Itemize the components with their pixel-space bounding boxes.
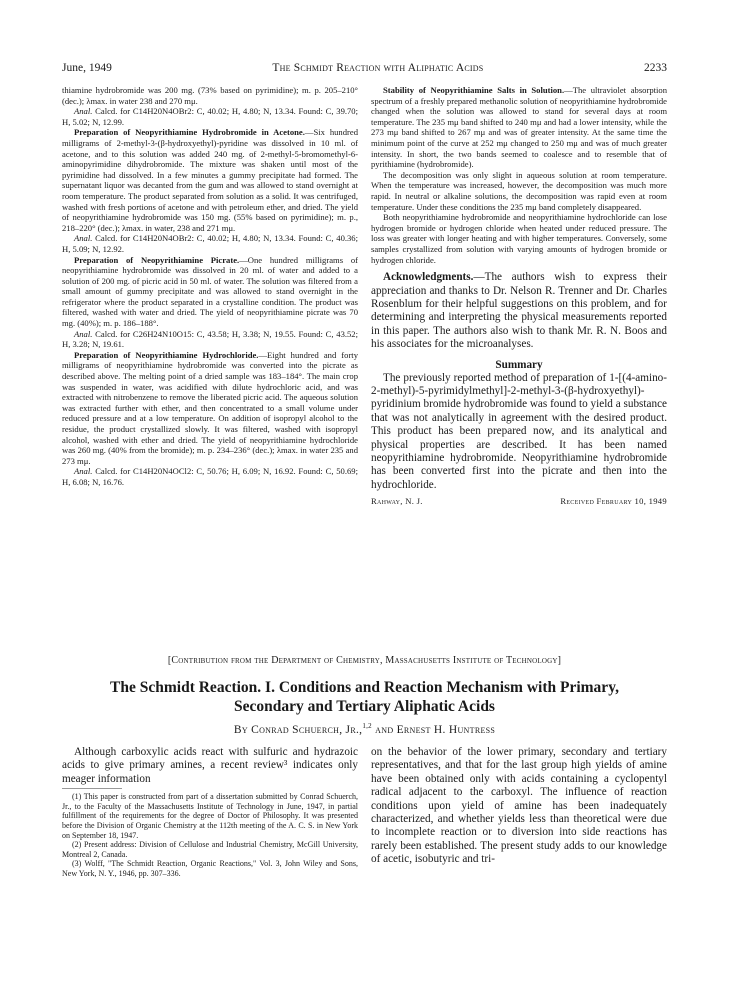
- analysis-label: Anal.: [74, 466, 93, 477]
- running-head-title: The Schmidt Reaction with Aliphatic Acids: [272, 62, 484, 74]
- article-right-column: [371, 746, 667, 867]
- analysis-text: Calcd. for C14H20N4OBr2: C, 40.02; H, 4.80; N, 13.34. Found: C, 40.36; H, 5.09; N, 12.92.: [62, 233, 358, 254]
- received-line: [371, 496, 667, 506]
- author-1: Conrad Schuerch, Jr.,: [251, 723, 363, 736]
- paragraph: [371, 85, 667, 170]
- footnote-3: (3) Wolff, "The Schmidt Reaction, Organic Reactions," Vol. 3, John Wiley and Sons, New York, N. Y., 1946, pp. 307–336.: [62, 859, 358, 878]
- intro-paragraph: Although carboxylic acids react with sulfuric and hydrazoic acids to give primary amines, a recent review³ indicates only meager information: [62, 746, 358, 785]
- left-column: [62, 85, 358, 488]
- acknowledgments: [371, 271, 667, 351]
- contribution-line: [Contribution from the Department of Chemistry, Massachusetts Institute of Technology]: [167, 655, 562, 666]
- summary-heading: Summary: [495, 358, 543, 371]
- section-heading: Preparation of Neopyrithiamine Picrate.: [74, 254, 240, 265]
- analysis-text: Calcd. for C14H20N4OCl2: C, 50.76; H, 6.09; N, 16.92. Found: C, 50.69; H, 6.08; N, 16.76.: [62, 466, 358, 487]
- title-line-1: The Schmidt Reaction. I. Conditions and Reaction Mechanism with Primary,: [110, 679, 619, 696]
- ack-heading: Acknowledgments.: [383, 271, 474, 284]
- author-line: [62, 722, 667, 736]
- running-head: [62, 62, 667, 78]
- paragraph-text: —One hundred milligrams of neopyrithiamine hydrobromide was dissolved in 20 ml. of water and added to a solution of 200 mg. of picric acid in 50 ml. of water. The solution was filtered from a small amount of gummy precipitate and was allowed to stand overnight in the refrigerator where the product separated in a crystalline condition. The product was filtered, washed with water and dried. The yield of neopyrithiamine picrate was 70 mg. (40%); m. p. 186–188°.: [62, 254, 358, 329]
- section-heading: Preparation of Neopyrithiamine Hydrobromide in Acetone.: [74, 127, 305, 138]
- analysis-label: Anal.: [74, 106, 93, 117]
- article-left-column: [62, 746, 358, 879]
- article-title: [62, 678, 667, 716]
- intro-paragraph-continued: on the behavior of the lower primary, secondary and tertiary representatives, and that for the last group high yields of amine have been obtained only with acids containing a cyclopentyl radical adjacent to the carboxyl. The influence of reaction conditions upon yield of amine has been inadequately characterized, and whether yields less than theoretical were due to incomplete reaction or to diversion into side reactions has rarely been established. The present study adds to our knowledge of acetic, isobutyric and tri-: [371, 746, 667, 866]
- author-1-footnote-marks: 1,2: [362, 722, 372, 730]
- summary-text: The previously reported method of preparation of 1-[(4-amino-2-methyl)-5-pyrimidylmethyl]-2-methyl-3-(β-hydroxyethyl)-pyridinium bromide hydrobromide was found to yield a substance that was not analytically in agreement with the desired product. This product has been prepared now, and its analytical and physical properties are described. It has been named neopyrithiamine hydrobromide. Neopyrithiamine hydrobromide has been converted first into the picrate and then into the hydrochloride.: [371, 371, 667, 491]
- and-label: and: [371, 723, 397, 736]
- footnote-2: (2) Present address: Division of Cellulose and Industrial Chemistry, McGill University, Montreal 2, Canada.: [62, 840, 358, 859]
- paragraph: Both neopyrithiamine hydrobromide and neopyrithiamine hydrochloride can lose hydrogen bromide or hydrogen chloride when heated under reduced pressure. The loss was greater with longer heating and with higher temperatures. Conversely, some samples crystallized from solution with varying amounts of hydrogen bromide or hydrogen chloride.: [371, 212, 667, 265]
- paragraph: [62, 350, 358, 467]
- paragraph-text: —Eight hundred and forty milligrams of neopyrithiamine hydrobromide was converted into the picrate as described above. The melting point of a dried sample was 183–184°. The main crop was suspended in water, was acidified with dilute hydrochloric acid, and was extracted with nitrobenzene to remove the liberated picric acid. The aqueous solution was extracted further with ether, and then concentrated to a small volume under reduced pressure and at a low temperature. On addition of isopropyl alcohol to the residue, the product crystallized slowly. It was filtered, washed with isopropyl alcohol, washed with ether and dried. The yield of neopyrithiamine hydrochloride was 260 mg. (40% from the bromide); m. p. 234–236° (dec.); λmax. in water 235 and 273 mμ.: [62, 349, 358, 466]
- analysis-text: Calcd. for C14H20N4OBr2: C, 40.02; H, 4.80; N, 13.34. Found: C, 39.70; H, 5.02; N, 12.99.: [62, 106, 358, 127]
- page-number: 2233: [644, 62, 667, 74]
- footnote-divider: [62, 788, 122, 789]
- paragraph-text: —Six hundred milligrams of 2-methyl-3-(β-hydroxyethyl)-pyridine was dissolved in 10 ml. of acetone, and to this solution was added 240 mg. of 2-methyl-5-bromomethyl-6-aminopyrimidine dihydrobromide. The mixture was shaken until most of the pyrimidine had dissolved. In a few minutes a gummy precipitate had formed. The supernatant liquor was decanted from the gum and was allowed to stand overnight at room temperature. The product separated from solution as a solid. It was centrifuged, washed with fresh portions of acetone and with petroleum ether, and dried. The yield of neopyrithiamine hydrobromide was 150 mg. (55% based on pyrimidine); m. p., 218–220° (dec.); λmax. in water, 238 and 271 mμ.: [62, 127, 358, 233]
- title-line-2: Secondary and Tertiary Aliphatic Acids: [234, 698, 495, 715]
- by-label: By: [233, 723, 252, 736]
- paragraph-text: —The ultraviolet absorption spectrum of a freshly prepared methanolic solution of neopyrithiamine hydrobromide changed when the solution was allowed to stand for several days at room temperature. The 235 mμ band shifted to 240 mμ and had a lower intensity, while the 273 mμ band shifted to 267 mμ and was of greater intensity. At the same time the minimum point of the curve at 252 mμ changed to 250 mμ and was of much greater intensity. In short, the two bands seemed to coalesce and to resemble that of pyrithiamine (hydrobromide).: [371, 85, 667, 170]
- ack-text: —The authors wish to express their appreciation and thanks to Dr. Nelson R. Trenner and Dr. Charles Rosenblum for their helpful suggestions on this problem, and for determining and interpreting the physical measurements reported in this paper. The authors also wish to thank Mr. R. N. Boos and his associates for the microanalyses.: [371, 271, 667, 351]
- location: Rahway, N. J.: [371, 496, 423, 507]
- paragraph: [62, 127, 358, 233]
- analysis-paragraph: [62, 329, 358, 350]
- right-column: [371, 85, 667, 506]
- paragraph: thiamine hydrobromide was 200 mg. (73% based on pyrimidine); m. p. 205–210° (dec.); λmax. in water 238 and 270 mμ.: [62, 85, 358, 106]
- section-heading: Stability of Neopyrithiamine Salts in Solution.: [383, 85, 565, 95]
- received-date: Received February 10, 1949: [560, 496, 667, 507]
- footnote-1: (1) This paper is constructed from part of a dissertation submitted by Conrad Schuerch, Jr., to the Faculty of the Massachusetts Institute of Technology in June, 1947, in partial fulfillment of the requirements for the degree of Doctor of Philosophy. It was presented before the Division of Organic Chemistry at the 112th meeting of the A. C. S. in New York on September 18, 1947.: [62, 792, 358, 840]
- analysis-paragraph: [62, 466, 358, 487]
- author-2: Ernest H. Huntress: [396, 723, 496, 736]
- analysis-paragraph: [62, 233, 358, 254]
- running-head-date: June, 1949: [62, 62, 112, 74]
- paragraph: [62, 255, 358, 329]
- analysis-paragraph: [62, 106, 358, 127]
- analysis-label: Anal.: [74, 328, 93, 339]
- analysis-text: Calcd. for C26H24N10O15: C, 43.58; H, 3.38; N, 19.55. Found: C, 43.52; H, 3.28; N, 19.61.: [62, 328, 358, 350]
- paragraph: The decomposition was only slight in aqueous solution at room temperature. When the temperature was increased, however, the decomposition was much more rapid. In neutral or alkaline solutions, the decomposition was rapid even at room temperature. Under these conditions the 235 mμ band completely disappeared.: [371, 169, 667, 212]
- analysis-label: Anal.: [74, 233, 93, 244]
- section-heading: Preparation of Neopyrithiamine Hydrochloride.: [74, 349, 259, 360]
